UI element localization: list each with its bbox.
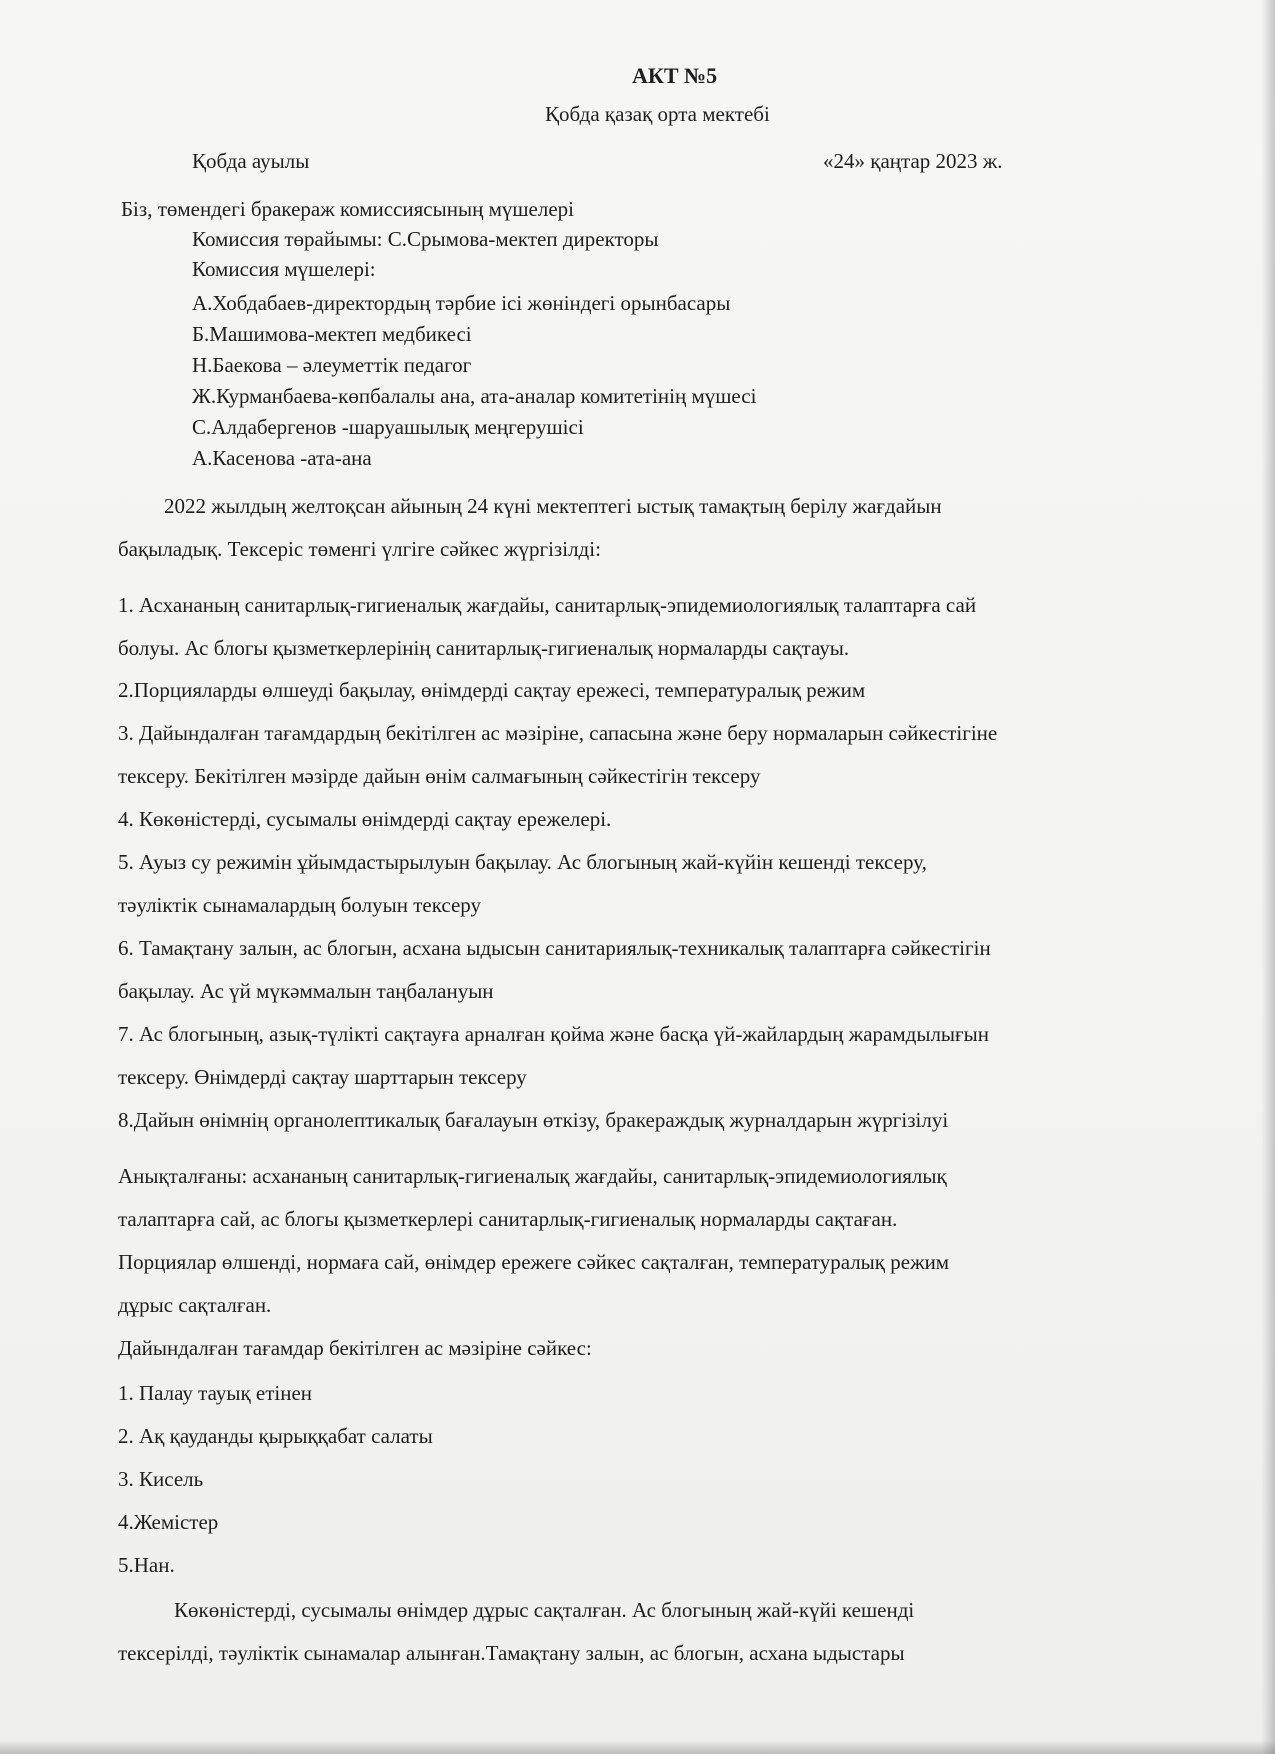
intro-line: Біз, төмендегі бракераж комиссиясының мүшелері [121,197,574,221]
checklist-line: 3. Дайындалған тағамдардың бекітілген ас мәзіріне, сапасына және беру нормаларын сәйкестігіне [118,721,998,745]
paragraph-line: 2022 жылдың желтоқсан айының 24 күні мектептегі ыстық тамақтың берілу жағдайын [164,494,942,518]
member-line: А.Хобдабаев-директордың тәрбие ісі жөніндегі орынбасары [192,291,731,315]
doc-title: АКТ №5 [632,63,718,88]
school-name: Қобда қазақ орта мектебі [545,102,770,126]
menu-intro: Дайындалған тағамдар бекітілген ас мәзіріне сәйкес: [118,1336,592,1360]
member-line: Н.Баекова – әлеуметтік педагог [192,353,472,377]
checklist-line: 5. Ауыз су режимін ұйымдастырылуын бақылау. Ас блогының жай-күйін кешенді тексеру, [118,850,927,874]
member-line: Б.Машимова-мектеп медбикесі [192,322,472,346]
commission-chair: Комиссия төрайымы: С.Срымова-мектеп директоры [192,227,659,251]
checklist-line: тәуліктік сынамалардың болуын тексеру [118,893,482,917]
member-line: Ж.Курманбаева-көпбалалы ана, ата-аналар комитетінің мүшесі [192,384,757,408]
checklist-line: бақылау. Ас үй мүкәммалын таңбалануын [118,979,494,1003]
scan-edge-right [1261,0,1275,1754]
checklist-line: тексеру. Өнімдерді сақтау шарттарын тексеру [118,1065,527,1089]
menu-item: 4.Жемістер [118,1510,219,1534]
scan-edge-bottom [0,1740,1275,1754]
checklist-line: 8.Дайын өнімнің органолептикалық бағалауын өткізу, бракераждық журналдарын жүргізілуі [118,1108,949,1132]
doc-date: «24» қаңтар 2023 ж. [823,149,1003,173]
closing-line: тексерілді, тәуліктік сынамалар алынған.Тамақтану залын, ас блогын, асхана ыдыстары [118,1641,905,1665]
checklist-line: 7. Ас блогының, азық-түлікті сақтауға арналған қойма және басқа үй-жайлардың жарамдылығын [118,1022,989,1046]
menu-item: 1. Палау тауық етінен [118,1381,313,1405]
findings-line: талаптарға сай, ас блогы қызметкерлері санитарлық-гигиеналық нормаларды сақтаған. [118,1207,898,1231]
menu-item: 5.Нан. [118,1553,175,1577]
member-line: С.Алдабергенов -шаруашылық меңгерушісі [192,415,584,439]
menu-item: 3. Кисель [118,1467,204,1491]
checklist-line: болуы. Ас блогы қызметкерлерінің санитарлық-гигиеналық нормаларды сақтауы. [118,636,850,660]
checklist-line: 6. Тамақтану залын, ас блогын, асхана ыдысын санитариялық-техникалық талаптарға сәйкестігін [118,936,991,960]
findings-line: дұрыс сақталған. [118,1293,272,1317]
checklist-line: тексеру. Бекітілген мәзірде дайын өнім салмағының сәйкестігін тексеру [118,764,761,788]
menu-item: 2. Ақ қауданды қырыққабат салаты [118,1424,433,1448]
findings-line: Анықталғаны: асхананың санитарлық-гигиеналық жағдайы, санитарлық-эпидемиологиялық [118,1164,947,1188]
members-label: Комиссия мүшелері: [192,257,376,281]
findings-line: Порциялар өлшенді, нормаға сай, өнімдер ережеге сәйкес сақталған, температуралық режим [118,1250,950,1274]
paragraph-line: бақыладық. Тексеріс төменгі үлгіге сәйкес жүргізілді: [118,537,601,561]
member-line: А.Касенова -ата-ана [192,446,372,470]
checklist-line: 2.Порцияларды өлшеуді бақылау, өнімдерді сақтау ережесі, температуралық режим [118,678,866,702]
checklist-line: 4. Көкөністерді, сусымалы өнімдерді сақтау ережелері. [118,807,612,831]
closing-line: Көкөністерді, сусымалы өнімдер дұрыс сақталған. Ас блогының жай-күйі кешенді [174,1598,915,1622]
place-name: Қобда ауылы [192,149,310,173]
checklist-line: 1. Асхананың санитарлық-гигиеналық жағдайы, санитарлық-эпидемиологиялық талаптарға сай [118,593,977,617]
